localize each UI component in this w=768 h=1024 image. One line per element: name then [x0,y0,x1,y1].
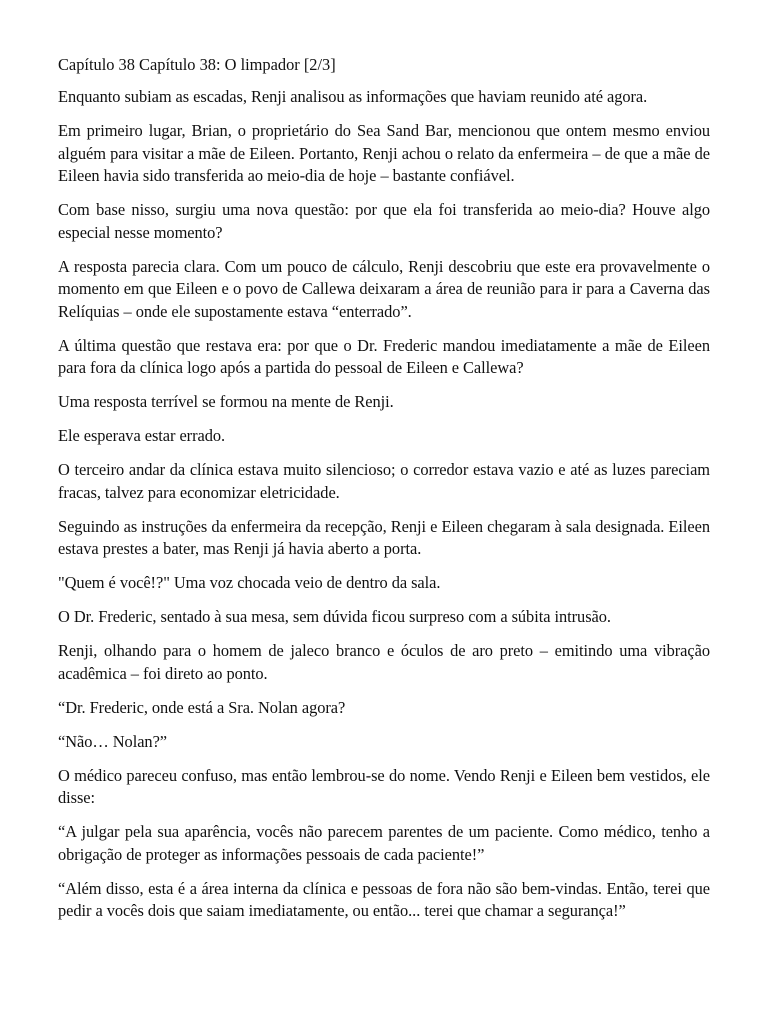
paragraph: A resposta parecia clara. Com um pouco de cálculo, Renji descobriu que este era provavelmente o momento em que Eileen e o povo de Callewa deixaram a área de reunião para ir para a Caverna das Relíquias – onde ele supostamente estava “enterrado”. [58,256,710,321]
paragraph: Seguindo as instruções da enfermeira da recepção, Renji e Eileen chegaram à sala designada. Eileen estava prestes a bater, mas Renji já havia aberto a porta. [58,516,710,558]
paragraph: O médico pareceu confuso, mas então lembrou-se do nome. Vendo Renji e Eileen bem vestidos, ele disse: [58,765,710,807]
paragraph: Renji, olhando para o homem de jaleco branco e óculos de aro preto – emitindo uma vibração acadêmica – foi direto ao ponto. [58,641,710,683]
paragraph: O terceiro andar da clínica estava muito silencioso; o corredor estava vazio e até as luzes pareciam fracas, talvez para economizar eletricidade. [58,460,710,502]
paragraph: O Dr. Frederic, sentado à sua mesa, sem dúvida ficou surpreso com a súbita intrusão. [58,607,611,626]
paragraph: Com base nisso, surgiu uma nova questão: por que ela foi transferida ao meio-dia? Houve algo especial nesse momento? [58,200,710,242]
paragraph: A última questão que restava era: por que o Dr. Frederic mandou imediatamente a mãe de Eileen para fora da clínica logo após a partida do pessoal de Eileen e Callewa? [58,335,710,377]
paragraph: “Além disso, esta é a área interna da clínica e pessoas de fora não são bem-vindas. Então, terei que pedir a vocês dois que saiam imediatamente, ou então... terei que chamar a segurança!” [58,878,710,920]
paragraph: Ele esperava estar errado. [58,426,226,445]
chapter-title: Capítulo 38 Capítulo 38: O limpador [2/3] [58,55,336,74]
paragraph: Uma resposta terrível se formou na mente de Renji. [58,392,394,411]
paragraph: Em primeiro lugar, Brian, o proprietário do Sea Sand Bar, mencionou que ontem mesmo enviou alguém para visitar a mãe de Eileen. Portanto, Renji achou o relato da enfermeira – de que a mãe de Eileen havia sido transferida ao meio-dia de hoje – bastante confiável. [58,121,710,185]
paragraph: “Não… Nolan?” [58,731,168,751]
paragraph: “Dr. Frederic, onde está a Sra. Nolan agora? [58,697,346,717]
paragraph: Enquanto subiam as escadas, Renji analisou as informações que haviam reunido até agora. [58,87,648,106]
paragraph: "Quem é você!?" Uma voz chocada veio de dentro da sala. [58,573,441,592]
paragraph: “A julgar pela sua aparência, vocês não parecem parentes de um paciente. Como médico, tenho a obrigação de proteger as informações pessoais de cada paciente!” [58,822,710,864]
